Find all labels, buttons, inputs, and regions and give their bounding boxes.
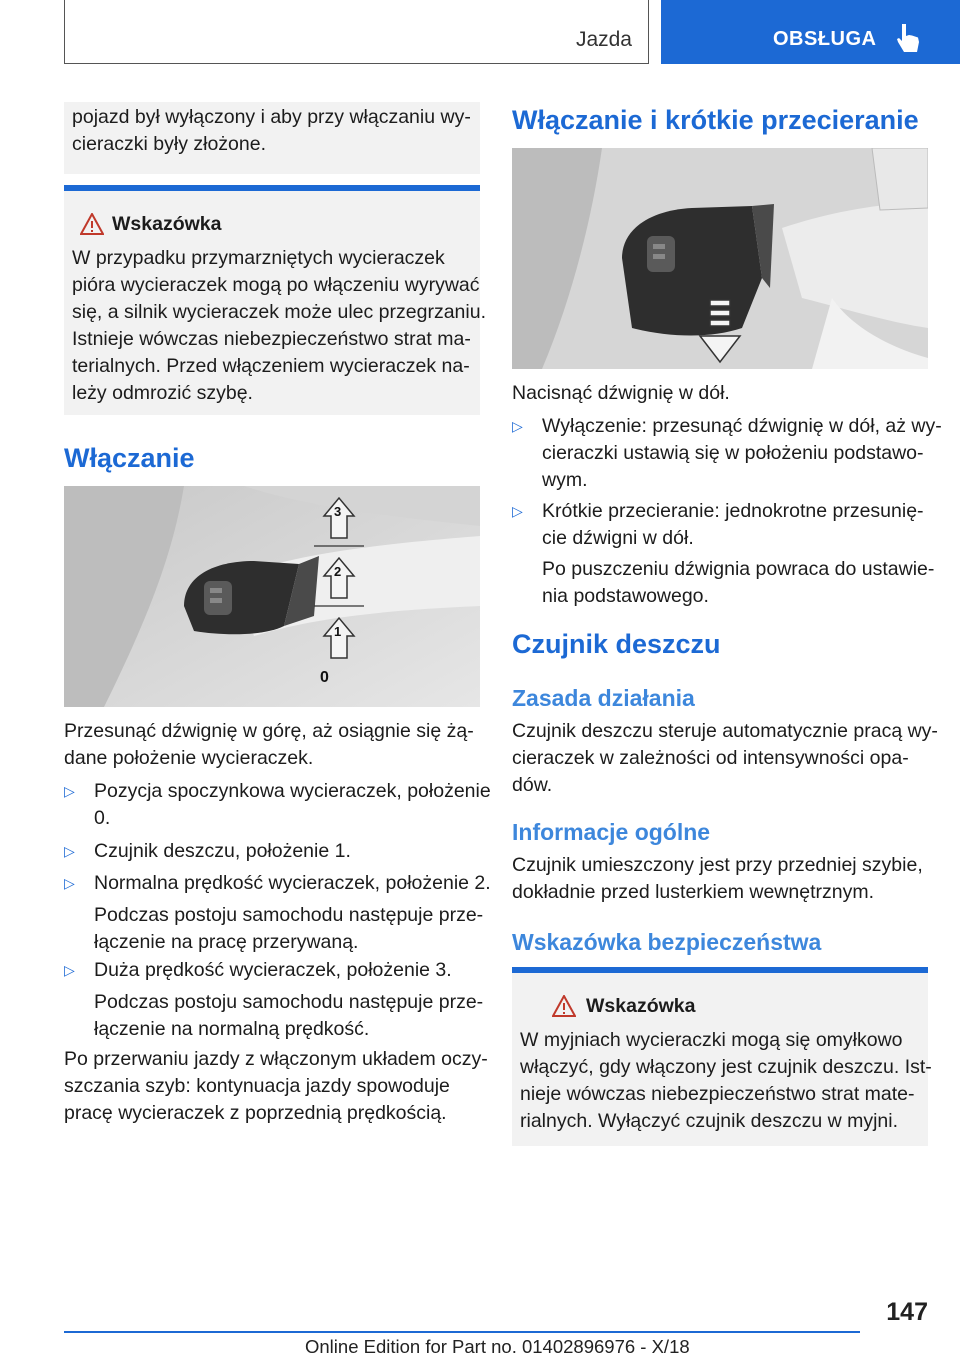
note-title: Wskazówka xyxy=(586,995,696,1017)
list-item-text: Normalna prędkość wycieraczek, położenie 2. xyxy=(94,872,491,894)
list-item-text: Krótkie przecieranie: jednokrotne przesunię- xyxy=(542,500,924,522)
section-heading-krotkie: Włączanie i krótkie przecieranie xyxy=(512,105,919,135)
note-top-bar xyxy=(512,967,928,973)
figure-label-2: 2 xyxy=(334,564,342,579)
note-line: włączyć, gdy włączony jest czujnik deszczu. Ist- xyxy=(520,1056,932,1078)
intro-line-2: cieraczki były złożone. xyxy=(72,133,266,155)
warning-triangle-icon xyxy=(552,995,576,1017)
list-item-text: cieraczki ustawią się w położeniu podstawo- xyxy=(542,442,924,464)
header-tab-obsluga[interactable] xyxy=(661,0,960,64)
lever-illustration xyxy=(64,486,480,707)
header-tab-label: OBSŁUGA xyxy=(773,28,877,50)
note-line: W myjniach wycieraczki mogą się omyłkowo xyxy=(520,1029,903,1051)
list-item-text: Pozycja spoczynkowa wycieraczek, położenie xyxy=(94,780,491,802)
triangle-right-icon: ▷ xyxy=(64,843,75,859)
warning-triangle-icon xyxy=(80,213,104,235)
note-line: Istnieje wówczas niebezpieczeństwo strat ma- xyxy=(72,328,471,350)
paragraph: dów. xyxy=(512,774,553,796)
header-frame xyxy=(64,0,649,64)
note-top-bar xyxy=(64,185,480,191)
figure-label-1: 1 xyxy=(334,624,342,639)
list-item-text: Wyłączenie: przesunąć dźwignię w dół, aż wy- xyxy=(542,415,942,437)
note-line: terialnych. Przed włączeniem wycieraczek na- xyxy=(72,355,470,377)
wiper-lever-down-figure xyxy=(512,148,928,369)
list-item-text: Czujnik deszczu, położenie 1. xyxy=(94,840,351,862)
footer-rule xyxy=(64,1331,860,1333)
section-heading-czujnik: Czujnik deszczu xyxy=(512,629,721,659)
note-line: W przypadku przymarzniętych wycieraczek xyxy=(72,247,445,269)
triangle-right-icon: ▷ xyxy=(64,783,75,799)
list-item-text: Duża prędkość wycieraczek, położenie 3. xyxy=(94,959,452,981)
triangle-right-icon: ▷ xyxy=(512,418,523,434)
list-item-subtext: Po puszczeniu dźwignia powraca do ustawie- xyxy=(542,558,935,580)
footer-edition: Online Edition for Part no. 01402896976 - X/18 xyxy=(305,1336,690,1357)
note-line: leży odmrozić szybę. xyxy=(72,382,253,404)
paragraph: Czujnik umieszczony jest przy przedniej szybie, xyxy=(512,854,923,876)
list-item-subtext: Podczas postoju samochodu następuje prze- xyxy=(94,904,484,926)
paragraph: Czujnik deszczu steruje automatycznie pracą wy- xyxy=(512,720,938,742)
note-title: Wskazówka xyxy=(112,213,222,235)
paragraph: Nacisnąć dźwignię w dół. xyxy=(512,382,730,404)
paragraph: szczania szyb: kontynuacja jazdy spowoduje xyxy=(64,1075,450,1097)
list-item-subtext: łączenie na pracę przerywaną. xyxy=(94,931,359,953)
wiper-lever-up-figure xyxy=(64,486,480,707)
paragraph: Po przerwaniu jazdy z włączonym układem oczy- xyxy=(64,1048,488,1070)
warning-note-2 xyxy=(512,967,932,1146)
paragraph: dokładnie przed lusterkiem wewnętrznym. xyxy=(512,881,874,903)
list-item-text: cie dźwigni w dół. xyxy=(542,527,694,549)
note-line: pióra wycieraczek mogą po włączeniu wyrywać xyxy=(72,274,480,296)
triangle-right-icon: ▷ xyxy=(64,962,75,978)
header-section-title: Jazda xyxy=(575,28,632,51)
list-item-subtext: łączenie na normalną prędkość. xyxy=(94,1018,370,1040)
warning-note-1 xyxy=(64,185,486,415)
list-item-subtext: Podczas postoju samochodu następuje prze- xyxy=(94,991,484,1013)
triangle-right-icon: ▷ xyxy=(64,875,75,891)
page-number: 147 xyxy=(886,1298,928,1326)
figure-label-3: 3 xyxy=(334,504,342,519)
list-item-subtext: nia podstawowego. xyxy=(542,585,709,607)
list-item-text: 0. xyxy=(94,807,111,829)
paragraph: cieraczek w zależności od intensywności opa- xyxy=(512,747,909,769)
intro-line-1: pojazd był wyłączony i aby przy włączaniu wy- xyxy=(72,106,471,128)
note-line: rialnych. Wyłączyć czujnik deszczu w myjni. xyxy=(520,1110,899,1132)
figure-label-0: 0 xyxy=(320,669,329,686)
subheading-wskazowka-bezp: Wskazówka bezpieczeństwa xyxy=(512,929,822,955)
intro-box xyxy=(64,102,480,174)
subheading-informacje: Informacje ogólne xyxy=(512,819,711,845)
paragraph: Przesunąć dźwignię w górę, aż osiągnie się żą- xyxy=(64,720,474,742)
note-line: nieje wówczas niebezpieczeństwo strat mate- xyxy=(520,1083,915,1105)
note-line: się, a silnik wycieraczek może ulec przegrzaniu. xyxy=(72,301,486,323)
section-heading-wlaczanie: Włączanie xyxy=(64,443,195,473)
hand-pointer-icon xyxy=(893,22,923,56)
list-item-text: wym. xyxy=(542,469,588,491)
paragraph: pracę wycieraczek z poprzednią prędkością. xyxy=(64,1102,447,1124)
subheading-zasada: Zasada działania xyxy=(512,685,695,711)
triangle-right-icon: ▷ xyxy=(512,503,523,519)
paragraph: dane położenie wycieraczek. xyxy=(64,747,314,769)
lever-illustration xyxy=(512,148,928,369)
